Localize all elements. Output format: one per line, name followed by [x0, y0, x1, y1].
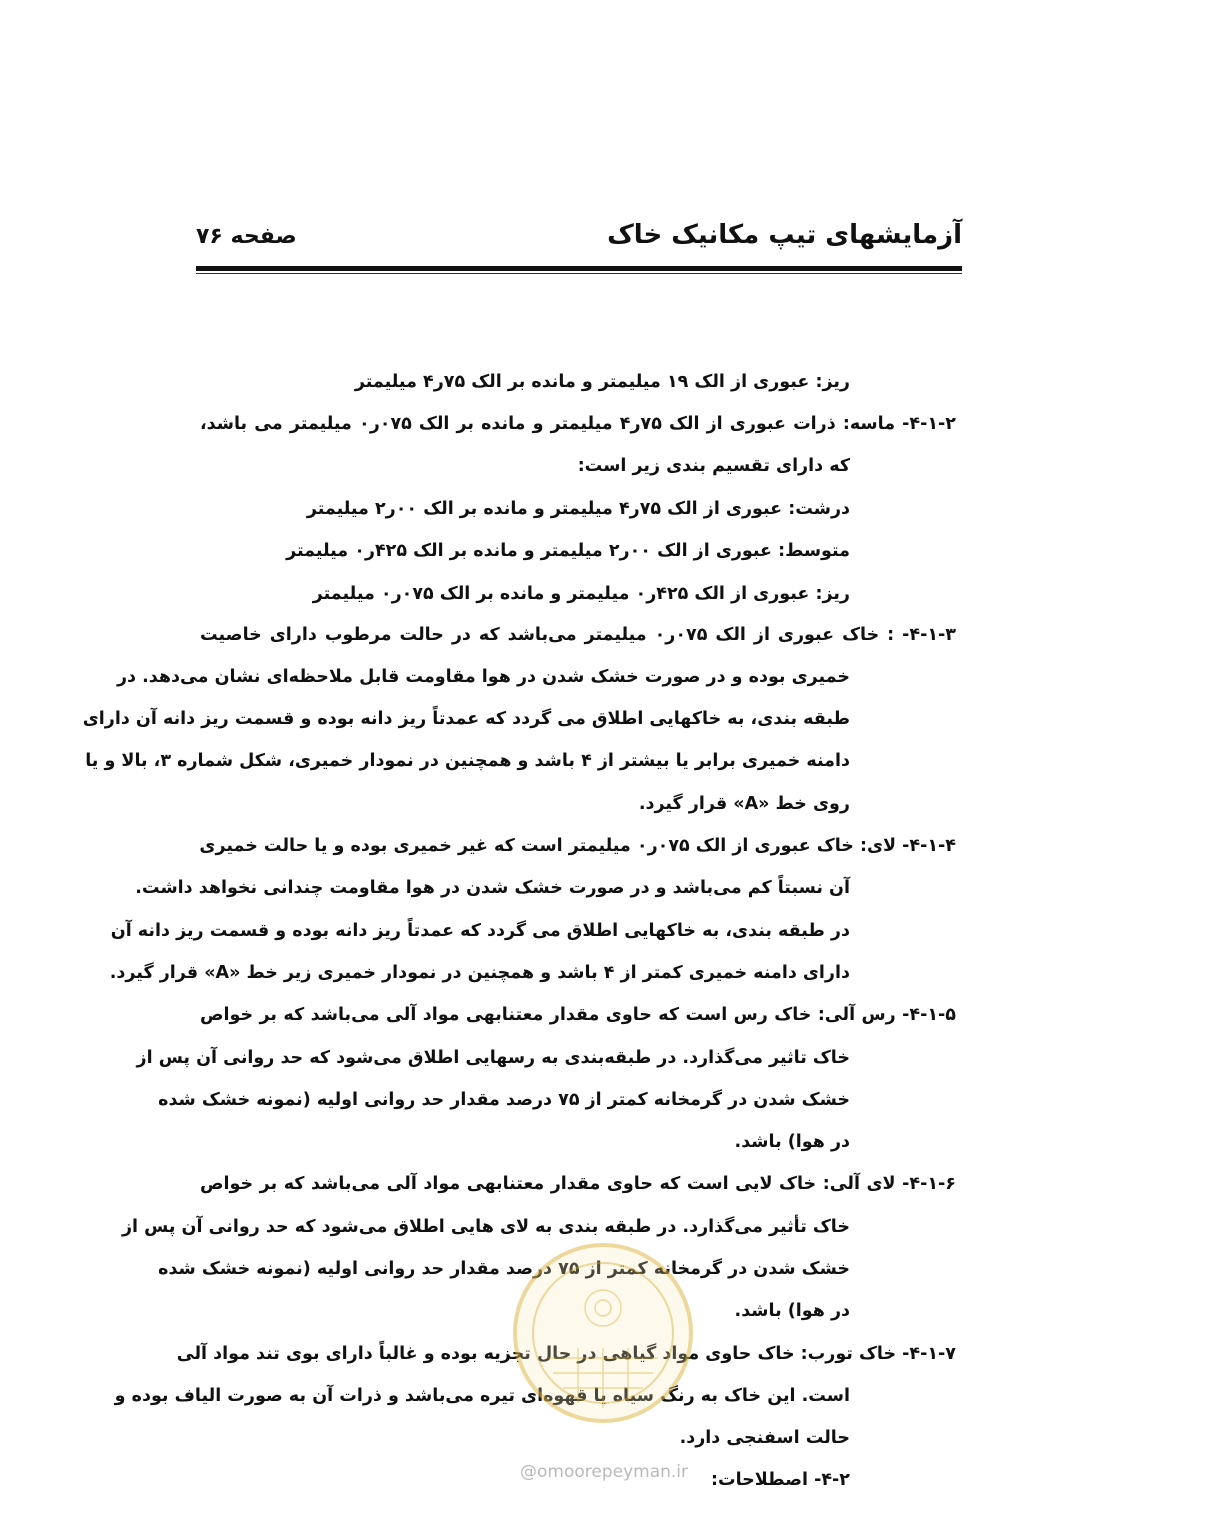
watermark-url: @omoorepeyman.ir [520, 1462, 689, 1482]
text-line: در هوا) باشد. [734, 1301, 850, 1321]
text-line: ۴-۱-۳- : خاک عبوری از الک ۰۷۵ر۰ میلیمتر می‌باشد که در حالت مرطوب دارای خاصیت [200, 625, 956, 645]
text-line: ۴-۱-۶- لای آلی: خاک لایی است که حاوی مقدار معتنابهی مواد آلی می‌باشد که بر خواص [200, 1174, 956, 1194]
text-line: خشک شدن در گرمخانه کمتر از ۷۵ درصد مقدار حد روانی اولیه (نمونه خشک شده [158, 1090, 850, 1110]
text-line: درشت: عبوری از الک ۷۵ر۴ میلیمتر و مانده بر الک ۰۰ر۲ میلیمتر [306, 499, 850, 519]
text-line: ریز: عبوری از الک ۴۲۵ر۰ میلیمتر و مانده بر الک ۰۷۵ر۰ میلیمتر [312, 584, 850, 604]
text-line: ریز: عبوری از الک ۱۹ میلیمتر و مانده بر الک ۷۵ر۴ میلیمتر [354, 372, 850, 392]
text-line: ۴-۱-۵- رس آلی: خاک رس است که حاوی مقدار معتنابهی مواد آلی می‌باشد که بر خواص [200, 1005, 956, 1025]
header-rule-thin [196, 273, 962, 274]
text-line: که دارای تقسیم بندی زیر است: [577, 456, 850, 476]
text-line: در طبقه بندی، به خاکهایی اطلاق می گردد که عمدتاً ریز دانه بوده و قسمت ریز دانه آن [110, 921, 850, 941]
text-line: طبقه بندی، به خاکهایی اطلاق می گردد که عمدتاً ریز دانه بوده و قسمت ریز دانه آن دارای [82, 709, 850, 729]
text-line: دامنه خمیری برابر یا بیشتر از ۴ باشد و همچنین در نمودار خمیری، شکل شماره ۳، بالا و یا [85, 751, 850, 771]
section-heading: ۴-۲- اصطلاحات: [710, 1470, 850, 1490]
page-number: صفحه ۷۶ [196, 224, 297, 249]
text-line: خاک تاثیر می‌گذارد. در طبقه‌بندی به رسهایی اطلاق می‌شود که حد روانی آن پس از [136, 1048, 850, 1068]
running-title: آزمایشهای تیپ مکانیک خاک [607, 220, 962, 250]
page-header [196, 220, 962, 260]
text-line: ۴-۱-۴- لای: خاک عبوری از الک ۰۷۵ر۰ میلیمتر است که غیر خمیری بوده و یا حالت خمیری [199, 836, 956, 856]
text-line: روی خط «A» قرار گیرد. [638, 794, 850, 814]
text-line: دارای دامنه خمیری کمتر از ۴ باشد و همچنین در نمودار خمیری زیر خط «A» قرار گیرد. [109, 963, 850, 983]
text-line: خاک تأثیر می‌گذارد. در طبقه بندی به لای هایی اطلاق می‌شود که حد روانی آن پس از [121, 1217, 850, 1237]
text-line: خشک شدن در گرمخانه کمتر از ۷۵ درصد مقدار حد روانی اولیه (نمونه خشک شده [158, 1259, 850, 1279]
text-line: ۴-۱-۷- خاک تورب: خاک حاوی مواد گیاهی در حال تجزیه بوده و غالباً دارای بوی تند مواد آلی [176, 1344, 956, 1364]
text-line: است. این خاک به رنگ سیاه یا قهوه‌ای تیره می‌باشد و ذرات آن به صورت الیاف بوده و [114, 1386, 850, 1406]
text-line: ۴-۱-۲- ماسه: ذرات عبوری از الک ۷۵ر۴ میلیمتر و مانده بر الک ۰۷۵ر۰ میلیمتر می باشد، [200, 414, 956, 434]
text-line: متوسط: عبوری از الک ۰۰ر۲ میلیمتر و مانده بر الک ۴۲۵ر۰ میلیمتر [286, 541, 850, 561]
text-line: حالت اسفنجی دارد. [679, 1428, 850, 1448]
watermark-seal [508, 1238, 698, 1428]
header-rule [196, 266, 962, 271]
text-line: آن نسبتاً کم می‌باشد و در صورت خشک شدن در هوا مقاومت چندانی نخواهد داشت. [135, 878, 850, 898]
text-line: خمیری بوده و در صورت خشک شدن در هوا مقاومت قابل ملاحظه‌ای نشان می‌دهد. در [116, 667, 850, 687]
text-line: در هوا) باشد. [734, 1132, 850, 1152]
